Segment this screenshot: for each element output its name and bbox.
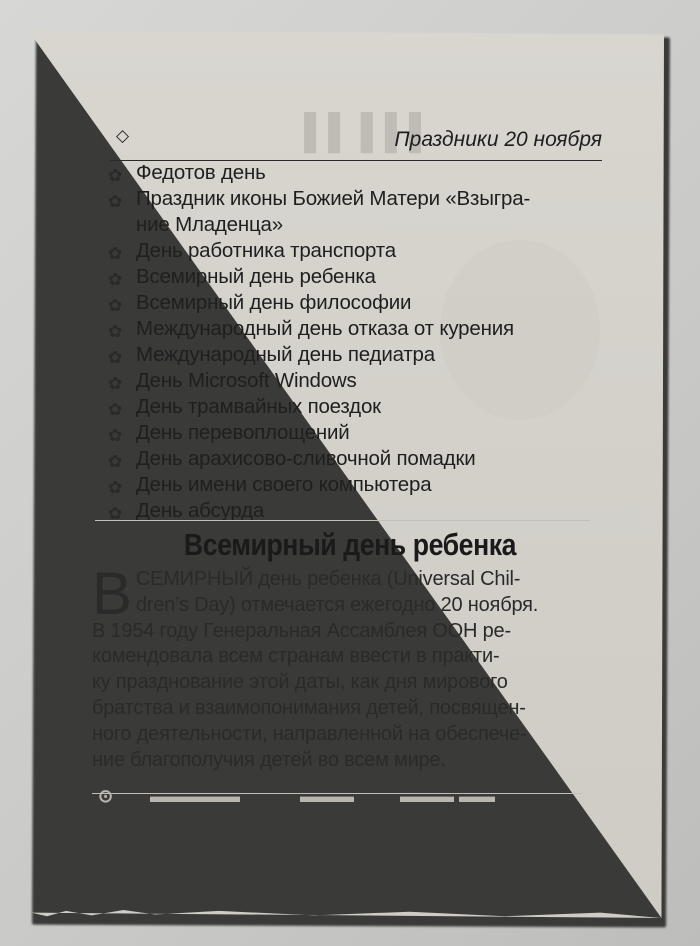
drop-cap: В (92, 560, 132, 627)
flower-bullet-icon: ✿ (108, 192, 123, 211)
holiday-label: Международный день отказа от курения (136, 317, 514, 340)
holiday-label: Международный день педиатра (136, 343, 435, 366)
article-body (92, 560, 592, 773)
holiday-label: День Microsoft Windows (136, 369, 357, 392)
holiday-item (108, 394, 608, 420)
article-line: ние благополучия детей во всем мире. (92, 748, 446, 771)
holiday-label: Всемирный день ребенка (136, 265, 376, 288)
holiday-label: День работника транспорта (136, 239, 396, 262)
section-header (110, 124, 602, 161)
holiday-label: Федотов день (136, 161, 266, 184)
holiday-item (108, 472, 608, 498)
reverse-side-bleed: ⊙ (98, 786, 114, 806)
holiday-list (108, 160, 608, 524)
holiday-label: День абсурда (136, 499, 265, 522)
holiday-item (108, 446, 608, 472)
article-line: В 1954 году Генеральная Ассамблея ООН ре- (92, 619, 511, 642)
holiday-item (108, 316, 608, 342)
holiday-item (108, 160, 608, 186)
holiday-item (108, 212, 608, 238)
flower-bullet-icon: ✿ (108, 166, 123, 185)
holiday-item (108, 238, 608, 264)
holiday-label: День арахисово-сливочной помадки (136, 447, 476, 470)
holiday-item (108, 186, 608, 212)
holiday-label: Всемирный день философии (136, 291, 412, 314)
reverse-side-bleed: ▌▌▌ ▌▌ (292, 114, 421, 151)
flower-bullet-icon: ✿ (108, 296, 123, 315)
flower-bullet-icon: ✿ (108, 374, 123, 393)
holiday-label: День перевоплощений (136, 421, 350, 444)
flower-bullet-icon: ✿ (108, 270, 123, 289)
article-line: dren’s Day) отмечается ежегодно 20 ноября. (135, 593, 539, 616)
holiday-item (108, 290, 608, 316)
flower-bullet-icon: ✿ (108, 400, 123, 419)
article-line: ного деятельности, направленной на обеспече- (92, 722, 527, 745)
diamond-icon: ◇ (116, 126, 130, 145)
article-title: Всемирный день ребенка (183, 527, 517, 562)
flower-bullet-icon: ✿ (108, 452, 123, 471)
article-line: комендовала всем странам ввести в практи- (92, 645, 500, 668)
article-line: СЕМИРНЫЙ день ребенка (Universal Chil- (135, 568, 521, 590)
holiday-label: День трамвайных поездок (136, 395, 381, 418)
holiday-label: ние Младенца» (136, 213, 283, 236)
reverse-side-bleed: ▬▬▬▬▬ (150, 786, 240, 806)
holiday-item (108, 342, 608, 368)
flower-bullet-icon: ✿ (108, 322, 123, 341)
reverse-side-bleed: ▬▬ ▬▬▬ (400, 786, 496, 806)
holiday-label: День имени своего компьютера (136, 473, 432, 496)
reverse-side-bleed: ▬▬▬ (300, 786, 354, 806)
holiday-item (108, 420, 608, 446)
flower-bullet-icon: ✿ (108, 504, 123, 523)
article-line: ку празднование этой даты, как дня мирового (92, 671, 508, 694)
holiday-item (108, 368, 608, 394)
flower-bullet-icon: ✿ (108, 348, 123, 367)
holiday-label: Праздник иконы Божией Матери «Взыгра- (136, 187, 531, 210)
flower-bullet-icon: ✿ (108, 244, 123, 263)
divider (95, 520, 590, 521)
flower-bullet-icon: ✿ (108, 478, 123, 497)
holiday-item (108, 264, 608, 290)
section-title: Праздники 20 ноября (394, 128, 602, 151)
flower-bullet-icon: ✿ (108, 426, 123, 445)
article-line: братства и взаимопонимания детей, посвящен- (92, 696, 526, 719)
